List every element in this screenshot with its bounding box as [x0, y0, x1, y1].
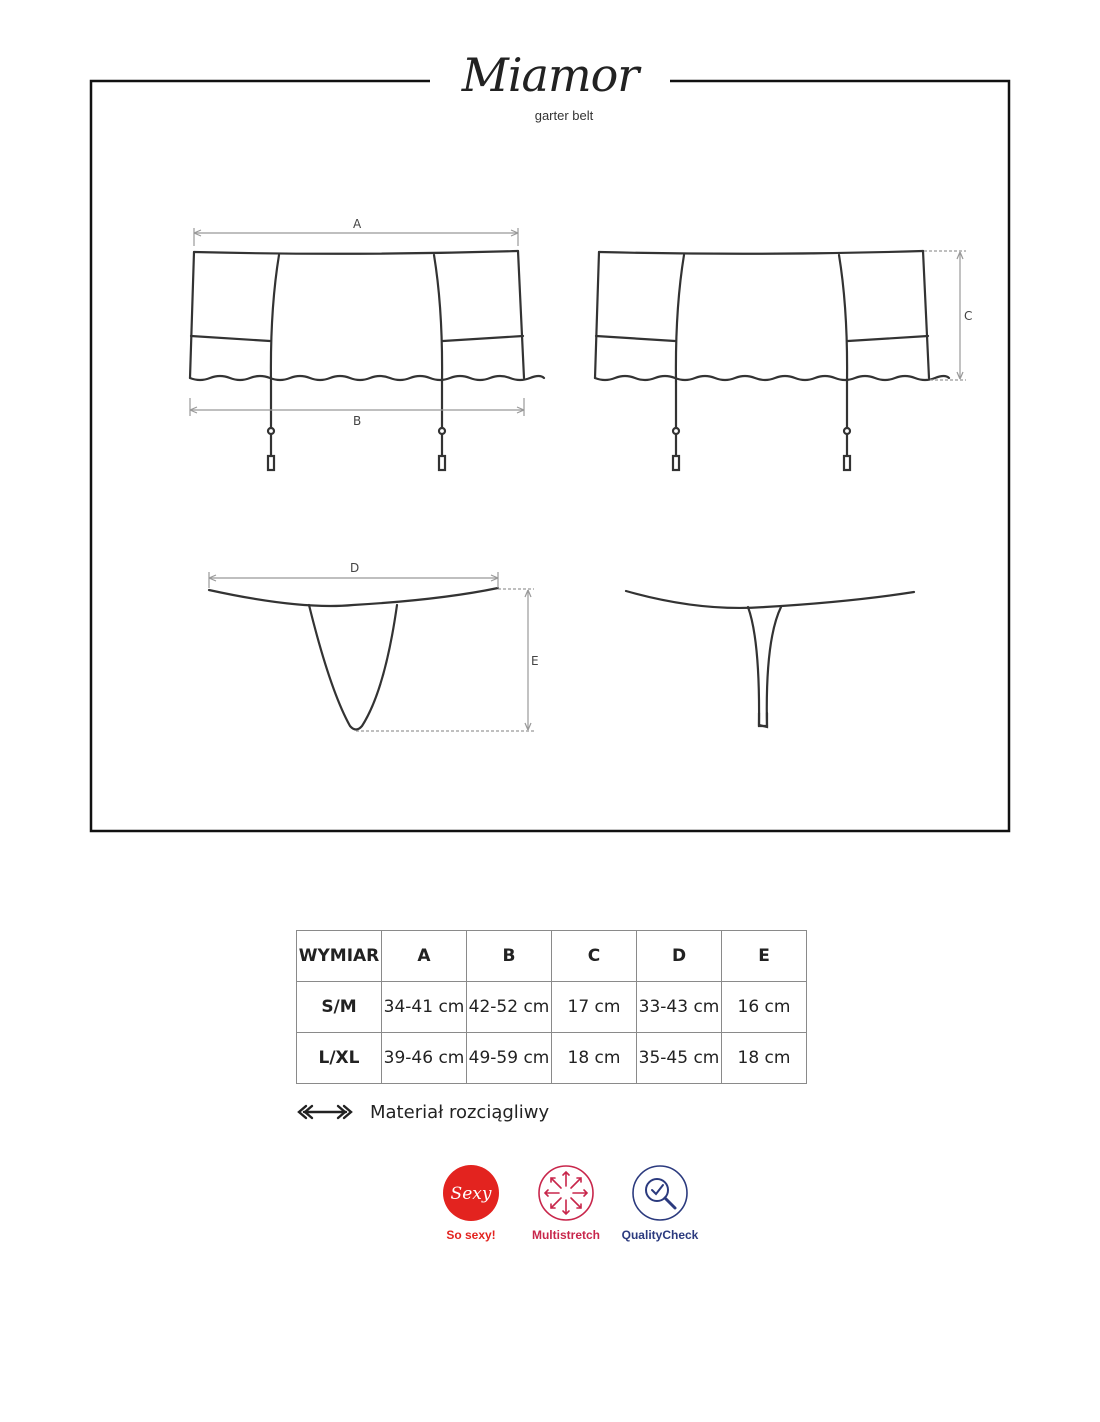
garter-belt-front [190, 251, 544, 470]
table-header-row [297, 931, 807, 982]
table-header: C [552, 931, 637, 982]
table-cell: 49-59 cm [467, 1033, 552, 1084]
dimension-label-e: E [531, 654, 539, 668]
frame-border [91, 81, 1009, 831]
dimension-label-d: D [350, 561, 360, 575]
dimension-label-a: A [353, 217, 362, 231]
badge-label: Multistretch [531, 1228, 600, 1242]
brand-subtitle: garter belt [534, 108, 594, 123]
brand-logo [430, 46, 670, 136]
table-cell: L/XL [297, 1033, 382, 1084]
badge-label: QualityCheck [621, 1228, 699, 1242]
quality-check-icon [631, 1164, 689, 1222]
thong-front [209, 588, 498, 730]
double-arrow-icon [296, 1104, 354, 1120]
stretch-note [296, 1098, 549, 1126]
table-cell: 17 cm [552, 982, 637, 1033]
thong-back [626, 591, 914, 727]
badge-so-sexy [416, 1164, 526, 1242]
size-table [296, 930, 807, 1084]
dimension-label-c: C [964, 309, 973, 323]
dimension-lines [190, 228, 966, 731]
table-cell: 39-46 cm [382, 1033, 467, 1084]
multistretch-icon [537, 1164, 595, 1222]
svg-text:Sexy: Sexy [450, 1184, 492, 1204]
dimension-label-b: B [353, 414, 362, 428]
table-header: B [467, 931, 552, 982]
table-cell: 18 cm [552, 1033, 637, 1084]
sexy-icon [442, 1164, 500, 1222]
table-header: WYMIAR [297, 931, 382, 982]
stretch-note-label: Materiał rozciągliwy [370, 1101, 550, 1123]
table-row [297, 1033, 807, 1084]
table-header: E [722, 931, 807, 982]
table-header: A [382, 931, 467, 982]
table-header: D [637, 931, 722, 982]
table-cell: S/M [297, 982, 382, 1033]
table-row [297, 982, 807, 1033]
garter-belt-back [595, 251, 949, 470]
table-cell: 33-43 cm [637, 982, 722, 1033]
table-cell: 16 cm [722, 982, 807, 1033]
table-cell: 42-52 cm [467, 982, 552, 1033]
brand-name: Miamor [461, 48, 639, 102]
table-cell: 34-41 cm [382, 982, 467, 1033]
table-cell: 35-45 cm [637, 1033, 722, 1084]
badge-quality-check [605, 1164, 715, 1242]
badge-label: So sexy! [446, 1228, 496, 1242]
table-cell: 18 cm [722, 1033, 807, 1084]
